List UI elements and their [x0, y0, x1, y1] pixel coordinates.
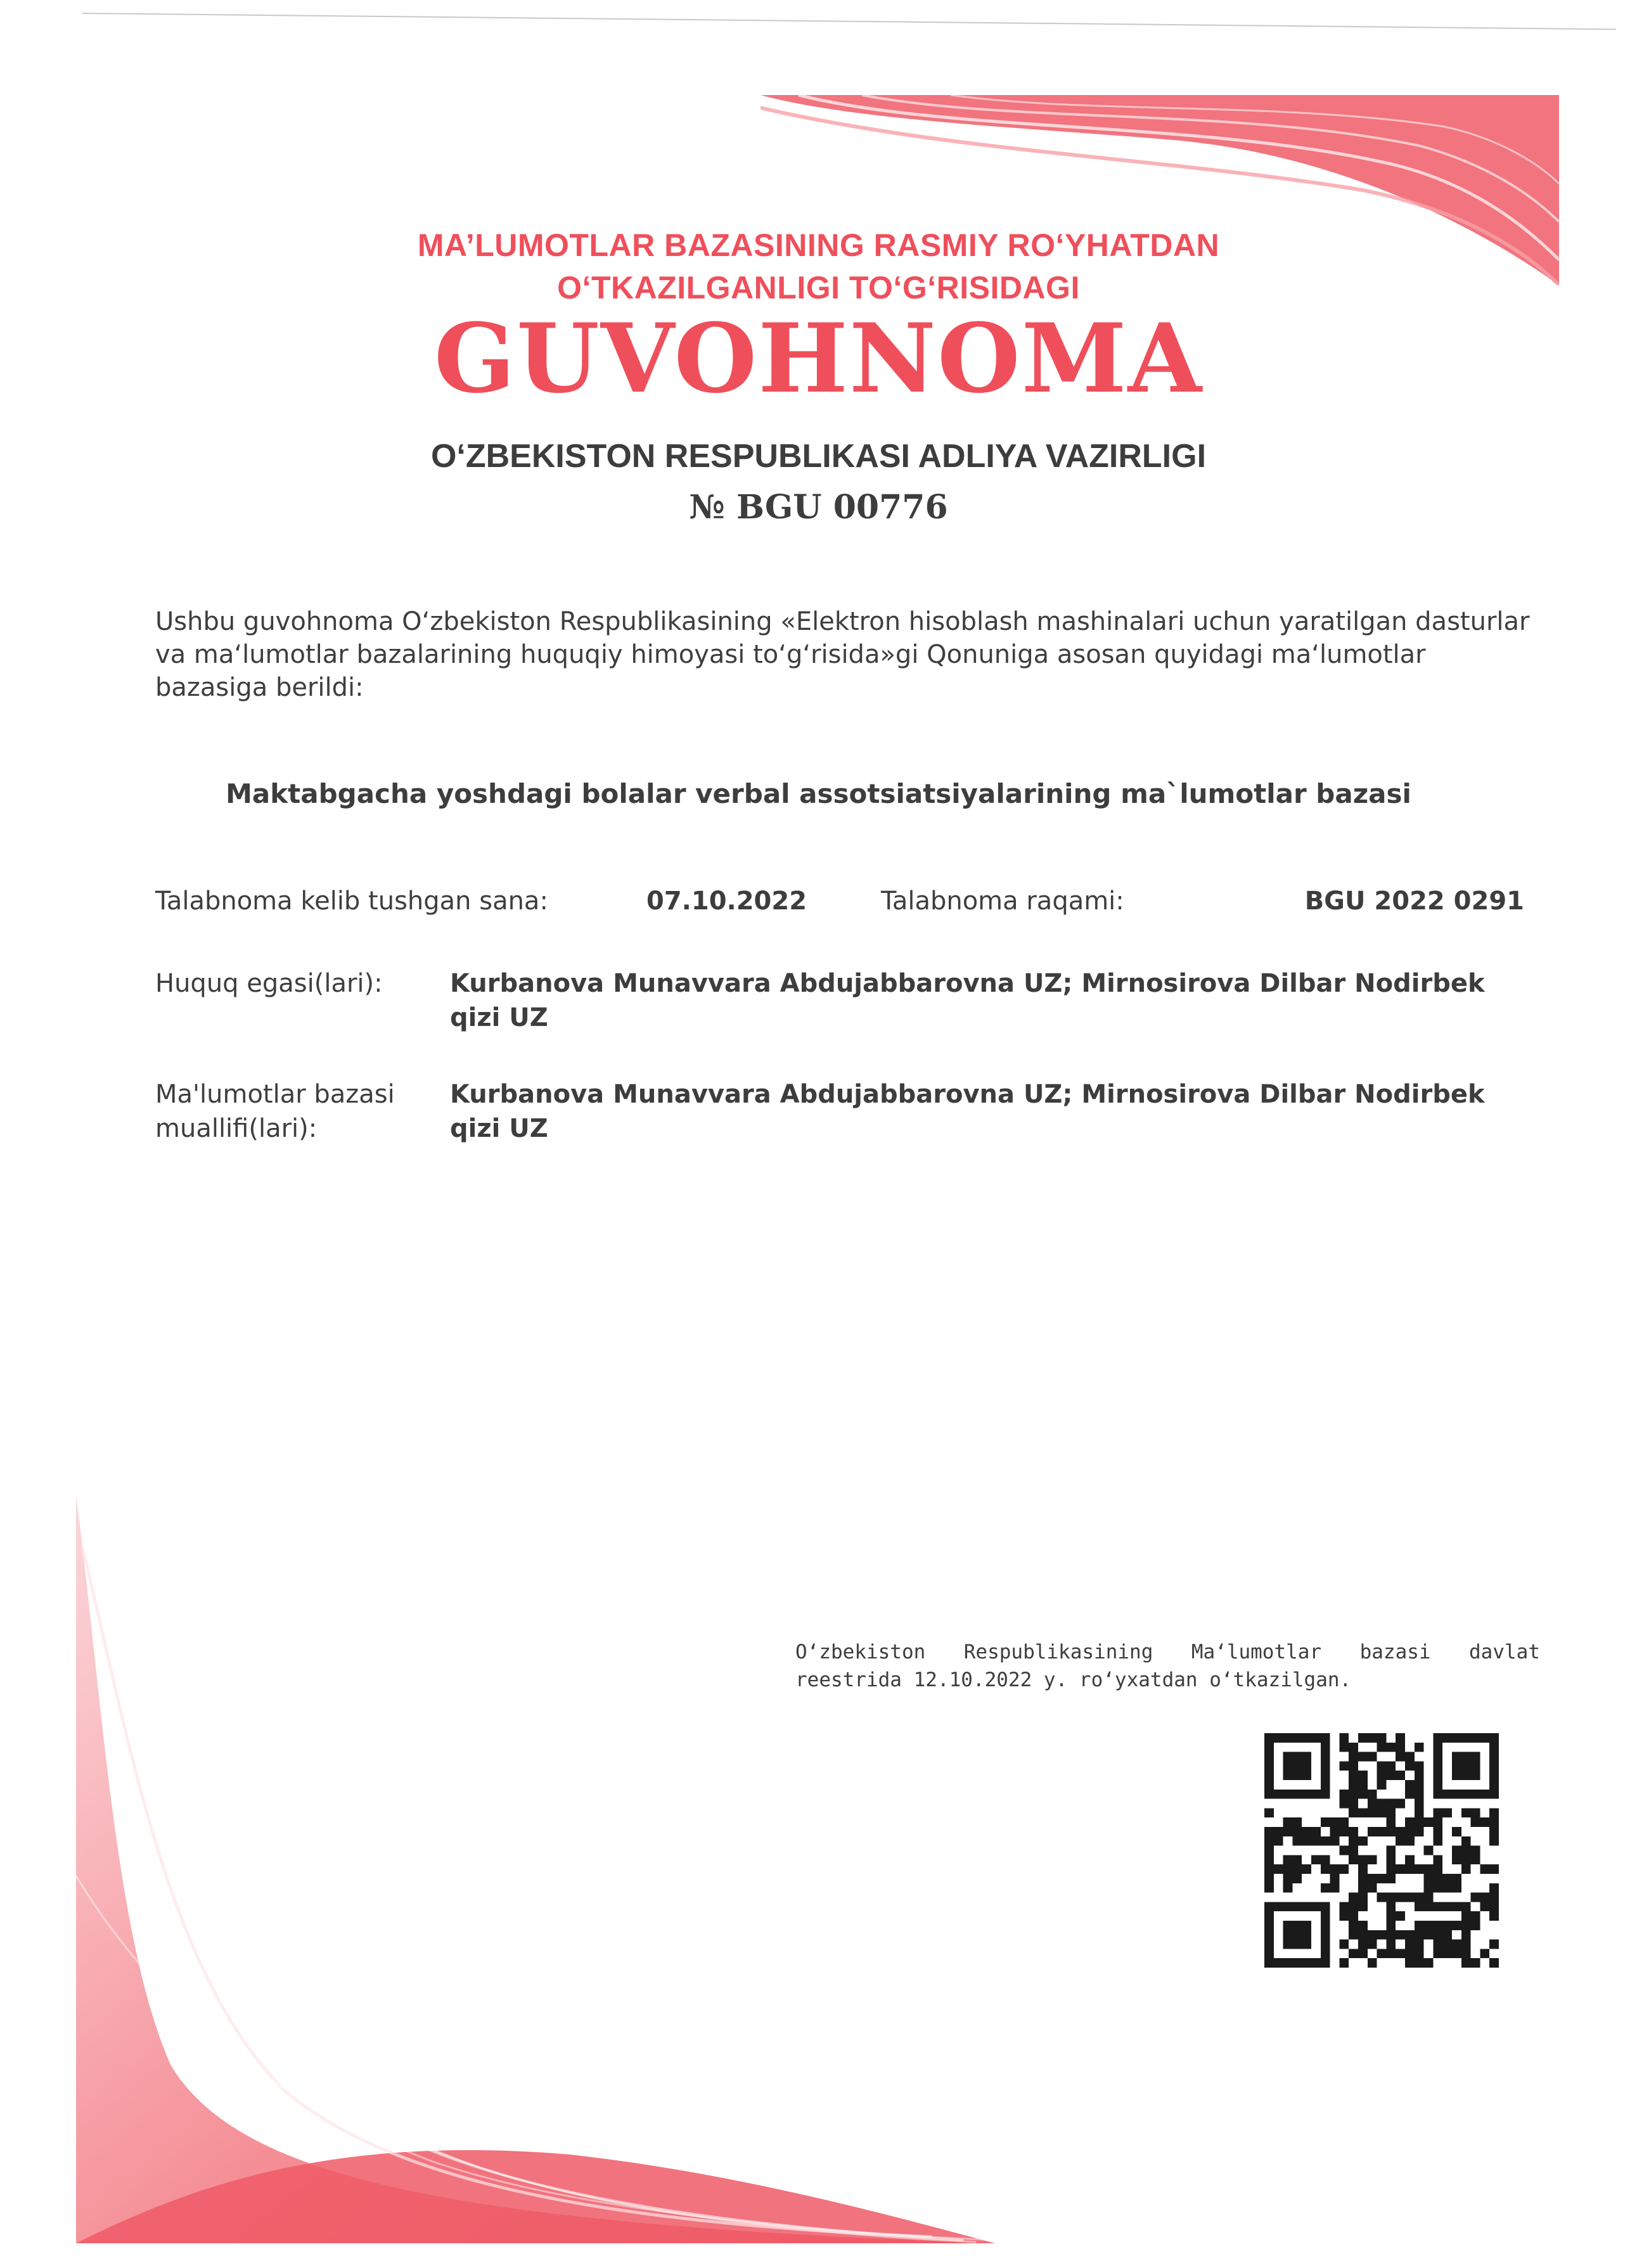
application-date-label: Talabnoma kelib tushgan sana:: [155, 887, 548, 916]
decorative-wave-bottom: [76, 1496, 995, 2243]
owners-value: Kurbanova Munavvara Abdujabbarovna UZ; Mirnosirova Dilbar Nodirbek qizi UZ: [450, 969, 1485, 1032]
qr-code-icon: [1264, 1733, 1499, 1968]
authors-value: Kurbanova Munavvara Abdujabbarovna UZ; Mirnosirova Dilbar Nodirbek qizi UZ: [450, 1080, 1485, 1143]
top-border-line: [82, 13, 1616, 30]
application-number-label: Talabnoma raqami:: [881, 887, 1124, 916]
intro-paragraph: Ushbu guvohnoma O‘zbekiston Respublikasining «Elektron hisoblash mashinalari uchun yaratilgan dasturlar va ma‘lumotlar bazalarining huquqiy himoyasi to‘g‘risida»gi Qonuniga asosan quyidagi ma‘lumotlar bazasiga berildi:: [155, 607, 1530, 702]
registry-note: O‘zbekiston Respublikasining Ma‘lumotlar bazasi davlat reestrida 12.10.2022 y. ro‘yxatdan o‘tkazilgan.: [795, 1641, 1540, 1691]
certificate-title: GUVOHNOMA: [433, 303, 1204, 414]
title-line-1: MA’LUMOTLAR BAZASINING RASMIY RO‘YHATDAN: [417, 227, 1220, 263]
ministry-name: O‘ZBEKISTON RESPUBLIKASI ADLIYA VAZIRLIGI: [430, 438, 1207, 475]
database-name: Maktabgacha yoshdagi bolalar verbal assotsiatsiyalarining ma`lumotlar bazasi: [226, 778, 1411, 809]
certificate-number: № BGU 00776: [689, 488, 948, 527]
application-date-value: 07.10.2022: [646, 887, 807, 916]
application-number-value: BGU 2022 0291: [1304, 887, 1524, 916]
owners-label: Huquq egasi(lari):: [155, 969, 383, 998]
title-line-2: O‘TKAZILGANLIGI TO‘G‘RISIDAGI: [557, 270, 1080, 305]
authors-label: Ma'lumotlar bazasi muallifi(lari):: [155, 1080, 395, 1143]
